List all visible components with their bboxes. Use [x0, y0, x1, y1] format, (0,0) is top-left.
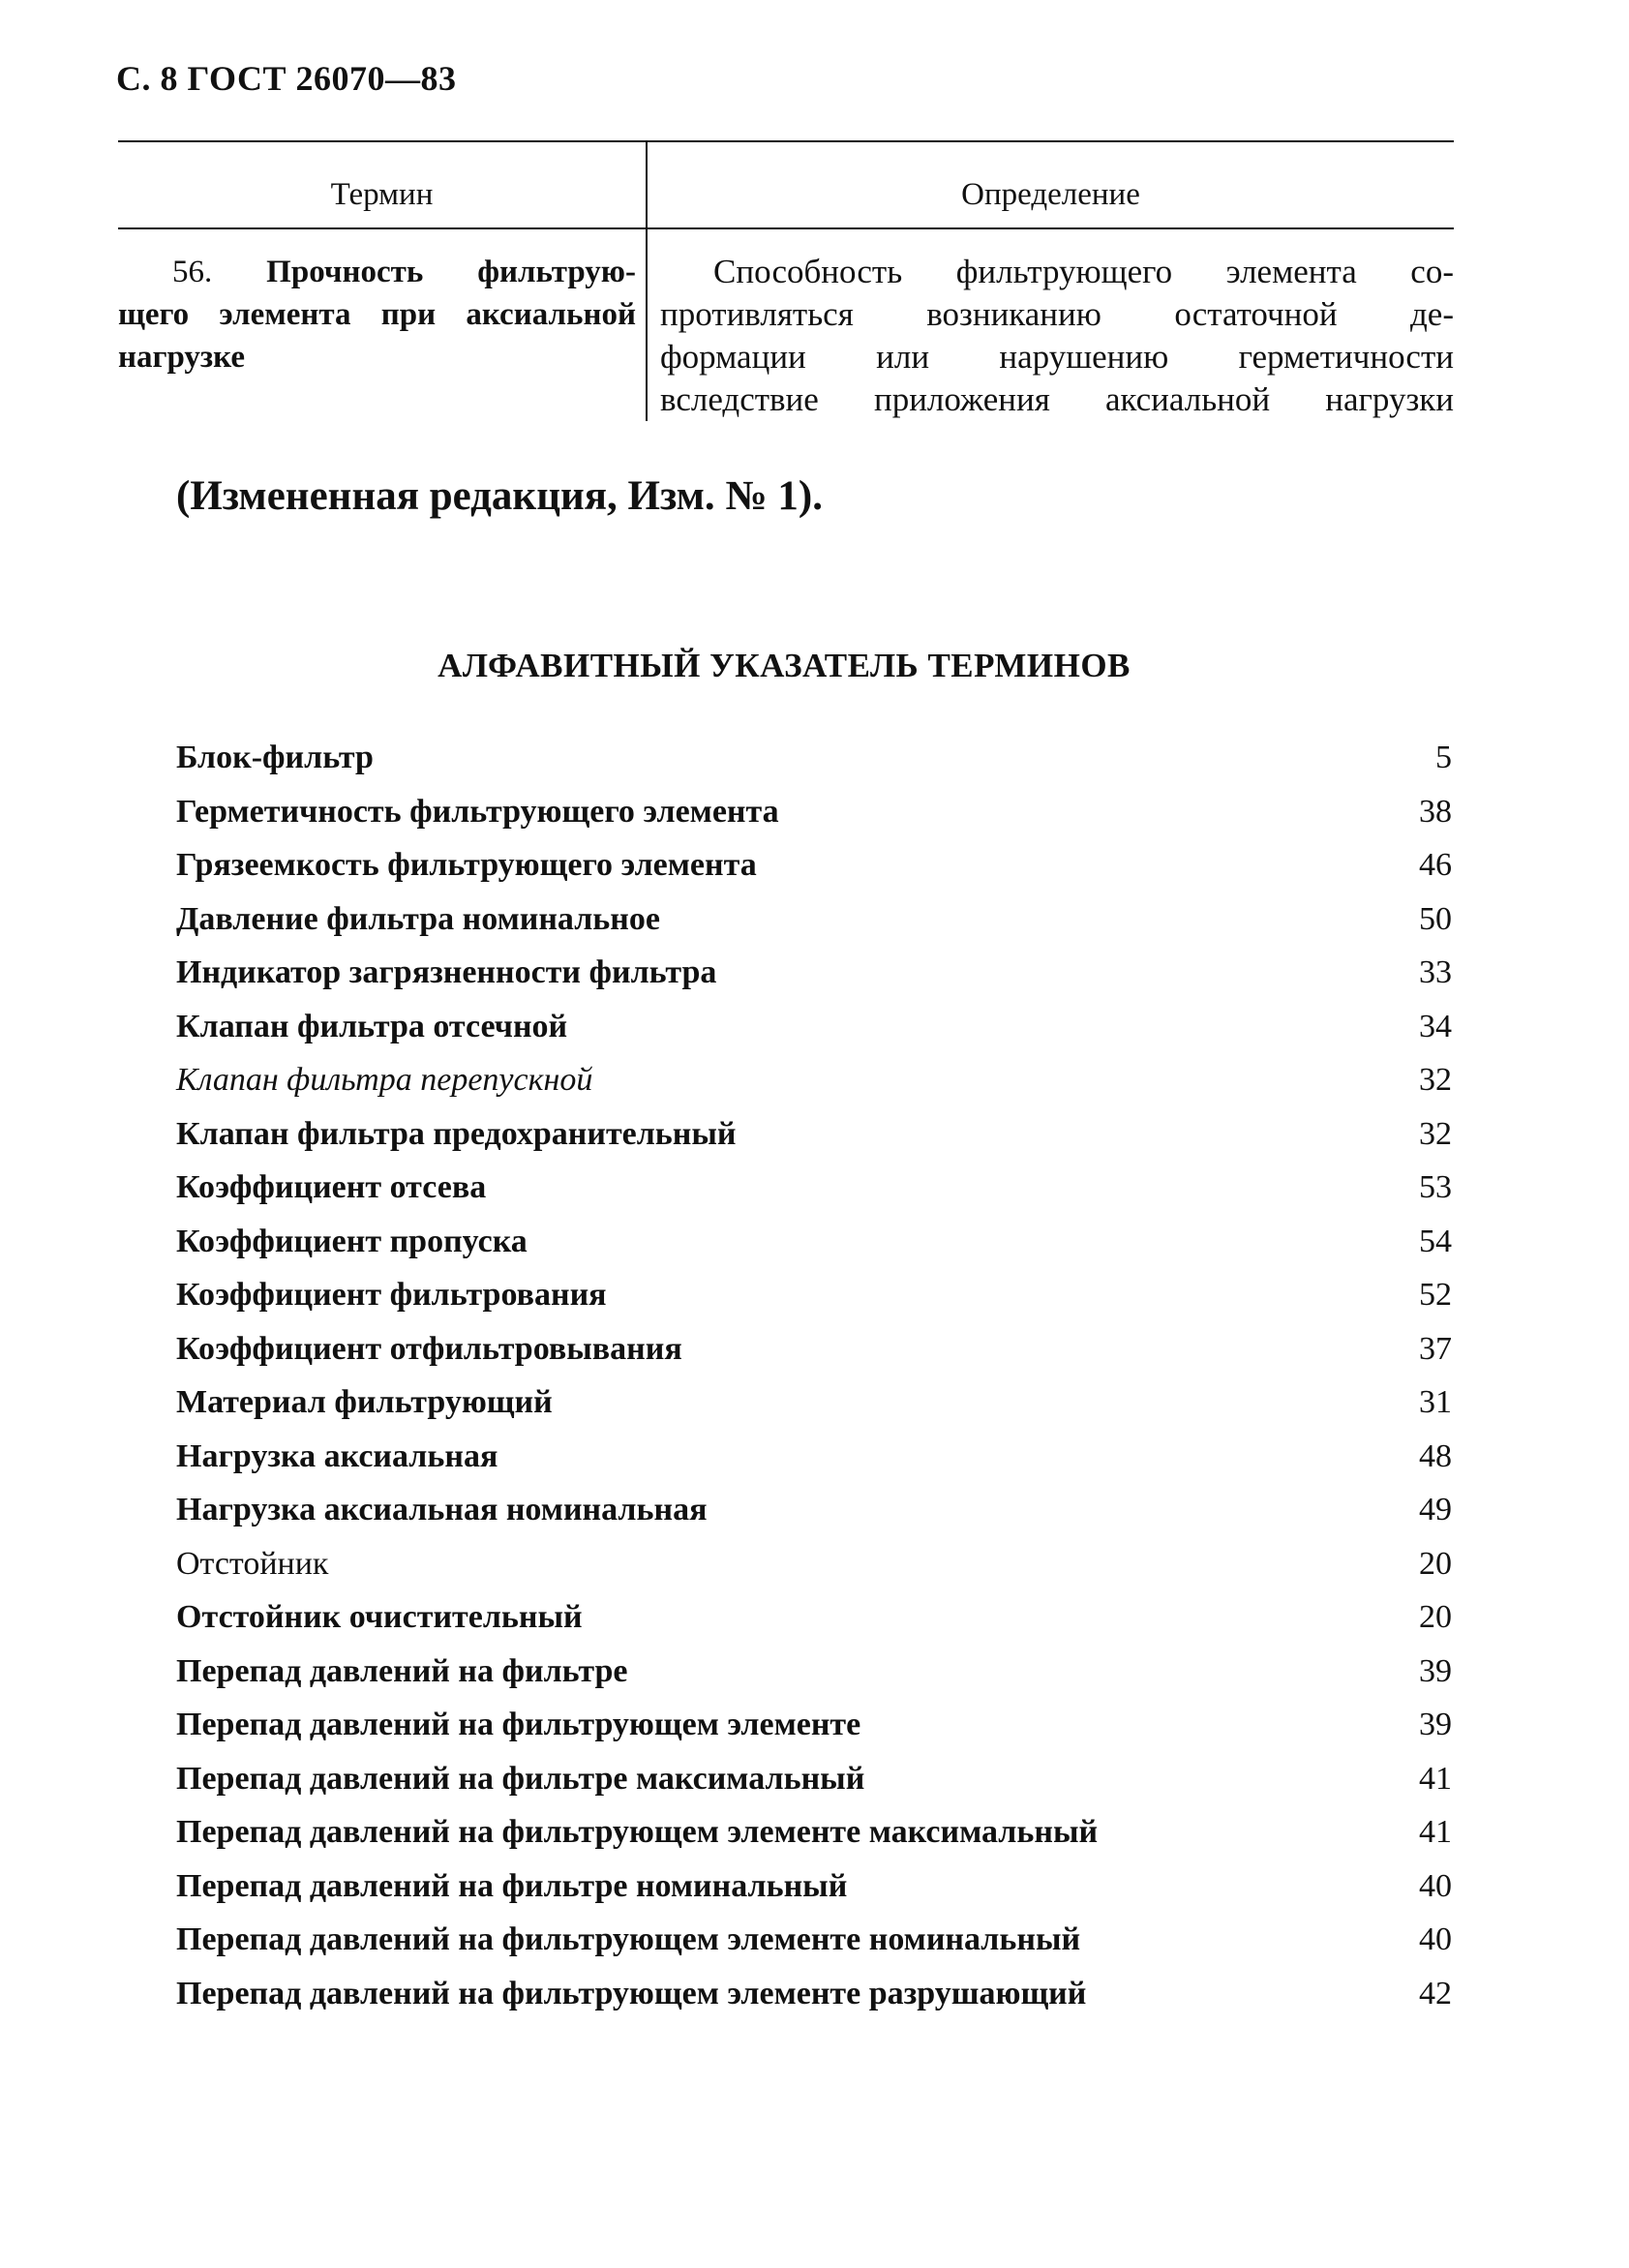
- index-term: Клапан фильтра перепускной: [176, 1062, 593, 1098]
- index-page-number: 31: [1419, 1384, 1452, 1420]
- index-term: Давление фильтра номинальное: [176, 900, 660, 937]
- table-top-rule: [118, 140, 1454, 142]
- index-term: Нагрузка аксиальная номинальная: [176, 1492, 708, 1527]
- change-note: (Измененная редакция, Изм. № 1).: [176, 473, 823, 519]
- index-entry: [176, 1322, 1452, 1376]
- definition-line: Способность фильтрующего элемента со-: [713, 253, 1454, 290]
- index-term: Нагрузка аксиальная: [176, 1437, 498, 1474]
- index-term: Коэффициент отсева: [176, 1169, 487, 1205]
- index-page-number: 42: [1419, 1975, 1452, 2011]
- index-page-number: 38: [1419, 793, 1452, 830]
- index-entry: [176, 1107, 1452, 1162]
- index-entry: [176, 1752, 1452, 1806]
- definition-line: формации или нарушению герметичности: [660, 338, 1454, 376]
- index-page-number: 34: [1419, 1008, 1452, 1044]
- index-term: Отстойник: [176, 1545, 329, 1582]
- index-entry: [176, 946, 1452, 1000]
- index-entry: [176, 1215, 1452, 1269]
- index-page-number: 53: [1419, 1169, 1452, 1205]
- index-page-number: 50: [1419, 900, 1452, 937]
- index-entry: [176, 1053, 1452, 1107]
- index-page-number: 41: [1419, 1760, 1452, 1797]
- index-page-number: 49: [1419, 1492, 1452, 1527]
- index-page-number: 20: [1419, 1599, 1452, 1635]
- term-index: [176, 731, 1452, 2020]
- term-cell: [118, 251, 636, 378]
- index-term: Герметичность фильтрующего элемента: [176, 793, 779, 830]
- index-term: Перепад давлений на фильтре номинальный: [176, 1867, 848, 1904]
- column-header-definition: Определение: [961, 177, 1140, 212]
- term-number: 56.: [172, 255, 213, 289]
- index-term: Перепад давлений на фильтрующем элементе номинальный: [176, 1921, 1081, 1957]
- index-term: Блок-фильтр: [176, 740, 374, 775]
- index-page-number: 39: [1419, 1652, 1452, 1689]
- index-entry: [176, 1483, 1452, 1537]
- index-entry: [176, 731, 1452, 785]
- index-page-number: 48: [1419, 1437, 1452, 1474]
- index-entry: [176, 1268, 1452, 1322]
- index-term: Коэффициент отфильтровывания: [176, 1330, 682, 1367]
- index-entry: [176, 1537, 1452, 1591]
- page-header: С. 8 ГОСТ 26070—83: [116, 59, 457, 98]
- index-page-number: 39: [1419, 1707, 1452, 1742]
- index-page-number: 41: [1419, 1814, 1452, 1850]
- index-entry: [176, 1000, 1452, 1054]
- index-entry: [176, 1913, 1452, 1967]
- index-page-number: 32: [1419, 1062, 1452, 1098]
- term-line-2: щего элемента при аксиальной: [118, 297, 636, 332]
- index-entry: [176, 838, 1452, 892]
- index-term: Клапан фильтра предохранительный: [176, 1115, 737, 1152]
- table-header-rule: [118, 227, 1454, 229]
- index-term: Перепад давлений на фильтре максимальный: [176, 1760, 865, 1797]
- definition-cell: [660, 251, 1454, 421]
- term-line-3: нагрузке: [118, 340, 246, 375]
- index-term: Перепад давлений на фильтрующем элементе максимальный: [176, 1814, 1099, 1850]
- index-entry: [176, 785, 1452, 839]
- index-term: Перепад давлений на фильтре: [176, 1652, 628, 1689]
- index-term: Отстойник очистительный: [176, 1599, 583, 1635]
- term-line-1: Прочность фильтрую-: [266, 255, 636, 289]
- index-term: Индикатор загрязненности фильтра: [176, 954, 717, 990]
- index-page-number: 40: [1419, 1867, 1452, 1904]
- index-term: Перепад давлений на фильтрующем элементе разрушающий: [176, 1975, 1087, 2011]
- index-page-number: 46: [1419, 847, 1452, 883]
- index-entry: [176, 1860, 1452, 1914]
- index-title: АЛФАВИТНЫЙ УКАЗАТЕЛЬ ТЕРМИНОВ: [437, 647, 1131, 684]
- index-term: Материал фильтрующий: [176, 1384, 553, 1420]
- index-term: Коэффициент пропуска: [176, 1223, 528, 1259]
- index-page-number: 5: [1435, 740, 1452, 775]
- index-term: Коэффициент фильтрования: [176, 1277, 607, 1313]
- index-entry: [176, 1376, 1452, 1430]
- index-entry: [176, 1698, 1452, 1752]
- index-page-number: 40: [1419, 1921, 1452, 1957]
- index-entry: [176, 1967, 1452, 2021]
- index-entry: [176, 1645, 1452, 1699]
- index-page-number: 33: [1419, 954, 1452, 990]
- index-entry: [176, 892, 1452, 947]
- index-term: Перепад давлений на фильтрующем элементе: [176, 1707, 861, 1742]
- index-entry: [176, 1590, 1452, 1645]
- index-page-number: 32: [1419, 1115, 1452, 1152]
- index-page-number: 54: [1419, 1223, 1452, 1259]
- index-term: Клапан фильтра отсечной: [176, 1008, 568, 1044]
- index-entry: [176, 1430, 1452, 1484]
- index-entry: [176, 1161, 1452, 1215]
- index-page-number: 20: [1419, 1545, 1452, 1582]
- definition-line: противляться возниканию остаточной де-: [660, 295, 1454, 333]
- index-page-number: 37: [1419, 1330, 1452, 1367]
- definition-line: вследствие приложения аксиальной нагрузки: [660, 380, 1454, 418]
- index-term: Грязеемкость фильтрующего элемента: [176, 847, 757, 883]
- index-page-number: 52: [1419, 1277, 1452, 1313]
- index-entry: [176, 1805, 1452, 1860]
- column-header-term: Термин: [330, 177, 434, 212]
